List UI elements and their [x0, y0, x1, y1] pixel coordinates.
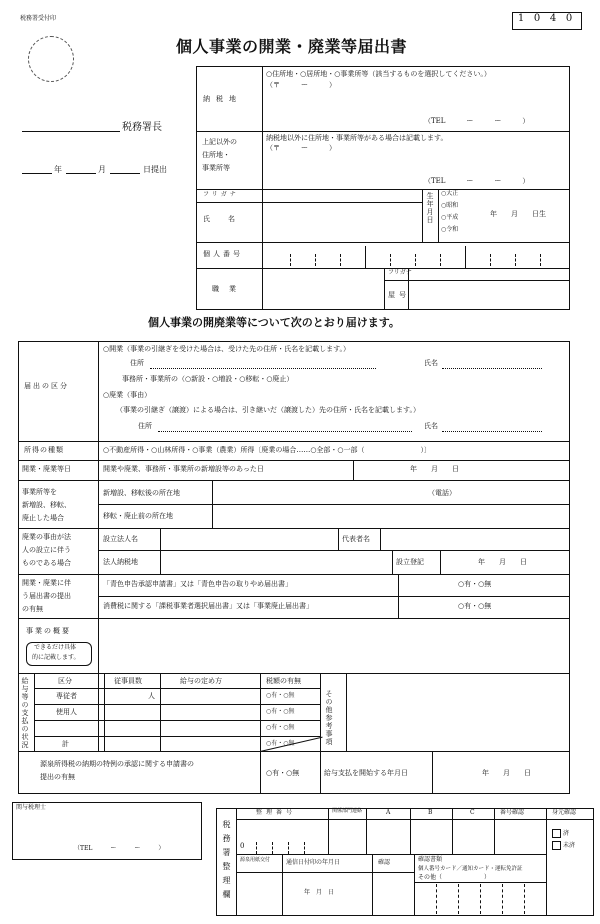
salary-yn-4[interactable]: ○有・○無: [266, 740, 295, 747]
salary-yn-1[interactable]: ○有・○無: [266, 692, 295, 699]
corp-label-2: 人の設立に伴う: [22, 546, 71, 554]
corp-name-label: 設立法人名: [103, 535, 138, 543]
other-address-note: 納税地以外に住所地・事業所等がある場合は記載します。: [266, 134, 448, 142]
salary-head-tax: 税額の有無: [266, 677, 301, 685]
corp-label-1: 廃業の事由が法: [22, 533, 71, 541]
open-option[interactable]: ○開業（事業の引継ぎを受けた場合は、受けた先の住所・氏名を記載します。）: [103, 345, 351, 353]
office-use-ymd: 年 月 日: [304, 889, 335, 896]
mynumber-label: 個人番号: [203, 250, 243, 258]
offices-label-3: 廃止した場合: [22, 514, 64, 522]
close-name-label: 氏名: [424, 422, 438, 430]
era-taisho[interactable]: ○大正: [441, 190, 459, 197]
salary-other-label: その他参考事項: [325, 690, 333, 746]
salary-start-ymd[interactable]: 年 月 日: [482, 769, 531, 777]
office-use-id-check: 身元確認: [552, 809, 577, 816]
checkbox-icon: [552, 829, 561, 838]
lead-text: 個人事業の開廃業等について次のとおり届けます。: [148, 316, 400, 329]
offices-old-location: 移転・廃止前の所在地: [103, 512, 173, 520]
offices-new-location: 新増設、移転後の所在地: [103, 489, 180, 497]
id-check-done-label: 済: [563, 830, 570, 837]
salary-kind-employee: 使用人: [56, 708, 77, 716]
tax-accountant-tel[interactable]: （TEL ー ー ）: [74, 845, 165, 852]
salary-yn-3[interactable]: ○有・○無: [266, 724, 295, 731]
page-title: 個人事業の開業・廃業等届出書: [176, 37, 408, 56]
office-use-mynumber-check: 番号確認: [500, 809, 525, 816]
corp-label-3: ものである場合: [22, 559, 71, 567]
withholding-label-1: 源泉所得税の納期の特例の承認に関する申請書の: [40, 760, 194, 768]
office-use-col-b: B: [428, 809, 433, 816]
related-label-2: う届出書の提出: [22, 592, 71, 600]
date-day: 日提出: [143, 165, 167, 174]
opendate-ymd[interactable]: 年 月 日: [410, 465, 459, 473]
office-use-confirm: 確認: [378, 859, 391, 866]
other-address-label-2: 住所地・: [202, 151, 230, 159]
salary-head-count: 従事員数: [114, 677, 142, 685]
overview-label: 事業の概要: [26, 627, 71, 635]
office-use-docs-cards: 個人番号カード／通知カード・運転免許証: [418, 866, 523, 872]
yago-furigana: フリガナ: [388, 269, 412, 276]
reception-stamp-circle: [28, 36, 74, 82]
salary-head-method: 給与の定め方: [180, 677, 222, 685]
office-use-side: 税務署整理欄: [222, 820, 231, 904]
stamp-label: 税務署受付印: [20, 15, 57, 22]
occupation-label: 職業: [212, 285, 246, 293]
date-month: 月: [98, 165, 106, 174]
salary-yn-2[interactable]: ○有・○無: [266, 708, 295, 715]
related-consumption-yn[interactable]: ○有・○無: [458, 602, 492, 610]
corp-rep-label: 代表者名: [342, 535, 370, 543]
close-note: （事業の引継ぎ（譲渡）による場合は、引き継いだ（譲渡した）先の住所・氏名を記載します。）: [116, 406, 420, 414]
office-use-group-label: 関係部門連絡: [332, 808, 363, 814]
form-code-box: [512, 12, 582, 30]
applicant-table: [196, 66, 570, 310]
related-consumption-tax: 消費税に関する「課税事業者選択届出書」又は「事業廃止届出書」: [103, 602, 313, 610]
era-showa[interactable]: ○昭和: [441, 202, 459, 209]
other-address-tel[interactable]: （TEL ー ー ）: [424, 177, 530, 185]
salary-start-label: 給与支払を開始する年月日: [324, 769, 408, 777]
taxplace-tel[interactable]: （TEL ー ー ）: [424, 117, 530, 125]
close-option[interactable]: ○廃業（事由）: [103, 391, 152, 399]
related-label-3: の有無: [22, 605, 43, 613]
id-check-notdone[interactable]: [552, 841, 575, 850]
office-change-options[interactable]: 事務所・事業所の（○新設・○増設・○移転・○廃止）: [122, 375, 294, 383]
form-code-digit: 1: [517, 13, 525, 24]
office-use-col-a: A: [386, 809, 391, 816]
taxplace-postal[interactable]: （〒 ー ）: [266, 81, 336, 89]
offices-label-2: 新増設、移転、: [22, 501, 71, 509]
open-name-label: 氏名: [424, 359, 438, 367]
withholding-yn[interactable]: ○有・○無: [266, 769, 300, 777]
era-reiwa[interactable]: ○令和: [441, 226, 459, 233]
office-use-docs-other: その他（ ）: [418, 874, 491, 881]
salary-head-kind: 区分: [58, 677, 72, 685]
open-address-label: 住所: [130, 359, 144, 367]
form-code-digit: 0: [533, 13, 541, 24]
income-label: 所得の種類: [24, 446, 64, 454]
other-address-label-3: 事業所等: [202, 164, 230, 172]
income-options[interactable]: ○不動産所得・○山林所得・○事業（農業）所得〔廃業の場合……○全部・○一部（ ）〕: [103, 446, 432, 454]
offices-phone[interactable]: （電話）: [428, 489, 456, 497]
salary-total: 計: [62, 740, 69, 748]
related-blue-yn[interactable]: ○有・○無: [458, 580, 492, 588]
birth-ymd: 年 月 日生: [490, 210, 546, 218]
salary-unit: 人: [148, 692, 155, 700]
offices-label-1: 事業所等を: [22, 488, 57, 496]
office-use-docs-title: 確認書類: [418, 856, 443, 863]
opendate-label: 開業・廃業等日: [22, 465, 71, 473]
birth-label: 生年月日: [426, 192, 434, 224]
office-suffix: 税務署長: [122, 122, 162, 133]
other-address-label-1: 上記以外の: [202, 138, 237, 146]
office-use-zero: 0: [240, 842, 245, 850]
close-address-label: 住所: [138, 422, 152, 430]
overview-note-2: 的に記載します。: [32, 654, 80, 661]
form-code-digit: 4: [549, 13, 557, 24]
era-heisei[interactable]: ○平成: [441, 214, 459, 221]
id-check-notdone-label: 未済: [563, 842, 576, 849]
date-year: 年: [54, 165, 62, 174]
related-blue-return: 「青色申告承認申請書」又は「青色申告の取りやめ届出書」: [103, 580, 292, 588]
office-use-number-label: 整理番号: [256, 809, 297, 816]
taxplace-options[interactable]: ○住所地・○居所地・○事業所等（該当するものを選択してください。）: [266, 70, 491, 78]
section1-label: 届出の区分: [24, 382, 69, 390]
office-use-source-label: 源泉用紙交付: [240, 857, 271, 863]
corp-reg-ymd[interactable]: 年 月 日: [478, 558, 527, 566]
corp-taxplace-label: 法人納税地: [103, 558, 138, 566]
other-address-postal[interactable]: （〒 ー ）: [266, 144, 336, 152]
tax-accountant-label: 関与税理士: [16, 804, 47, 811]
id-check-done[interactable]: [552, 829, 569, 838]
overview-note-1: できるだけ具体: [34, 644, 77, 651]
opendate-text: 開業や廃業、事務所・事業所の新増設等のあった日: [103, 465, 264, 473]
name-label: 氏名: [203, 215, 253, 223]
withholding-label-2: 提出の有無: [40, 773, 75, 781]
furigana-label: フリガナ: [203, 191, 239, 198]
salary-side-label: 給与等の支払の状況: [21, 677, 29, 749]
salary-kind-family: 専従者: [56, 692, 77, 700]
form-code-digit: 0: [565, 13, 573, 24]
yago-label: 屋号: [388, 291, 410, 299]
office-use-col-c: C: [470, 809, 475, 816]
corp-reg-label: 設立登記: [396, 558, 424, 566]
checkbox-icon: [552, 841, 561, 850]
related-label-1: 開業・廃業に伴: [22, 579, 71, 587]
taxplace-label: 納税地: [203, 95, 242, 103]
office-use-notice-label: 通信日付印の年月日: [286, 859, 341, 866]
